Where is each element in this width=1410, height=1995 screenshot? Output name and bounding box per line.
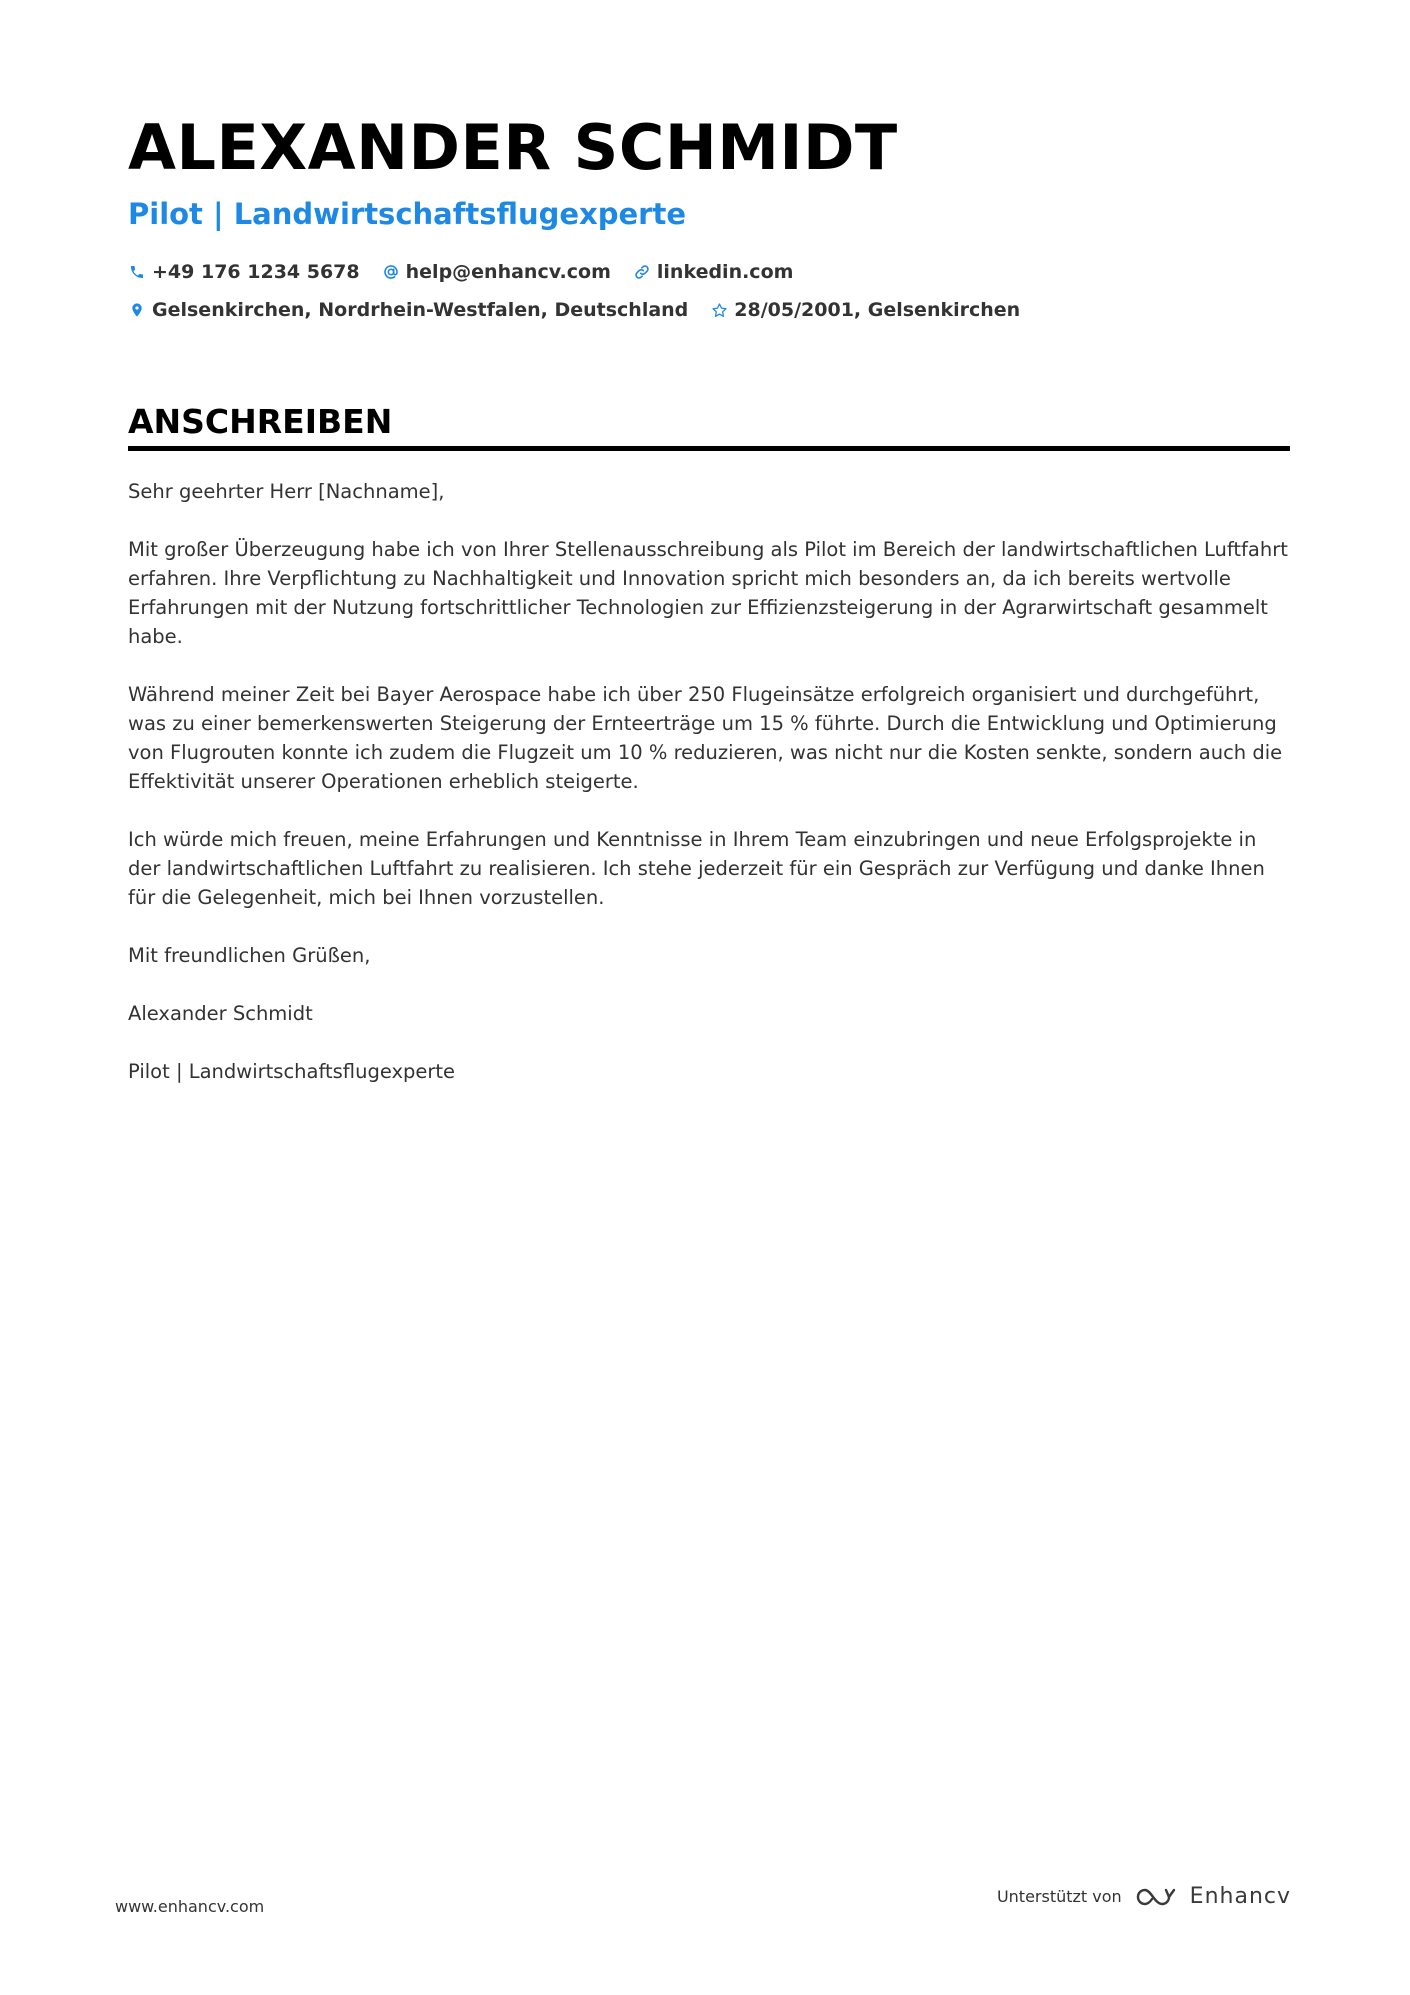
letter-signature-name: Alexander Schmidt bbox=[128, 1002, 313, 1025]
enhancv-logo-icon bbox=[1134, 1885, 1180, 1909]
footer-brand-name: Enhancv bbox=[1189, 1884, 1291, 1909]
link-icon bbox=[633, 263, 651, 281]
letter-paragraph-3: Ich würde mich freuen, meine Erfahrungen und Kenntnisse in Ihrem Team einzubringen und neue Erfolgsprojekte in der landwirtschaftlichen Luftfahrt zu realisieren. Ich stehe jederzeit für ein Gespräch zur Verfügung und danke Ihnen für die Gelegenheit, mich bei Ihnen vorzustellen. bbox=[128, 828, 1265, 909]
letter-signature-title: Pilot | Landwirtschaftsflugexperte bbox=[128, 1060, 456, 1083]
location-pin-icon bbox=[128, 301, 146, 319]
cover-letter-page bbox=[128, 110, 1290, 1115]
contact-location bbox=[128, 295, 688, 325]
letter-paragraph-2: Während meiner Zeit bei Bayer Aerospace habe ich über 250 Flugeinsätze erfolgreich organisiert und durchgeführt, was zu einer bemerkenswerten Steigerung der Ernteerträge um 15 % führte. Durch die Entwicklung und Optimierung von Flugrouten konnte ich zudem die Flugzeit um 10 % reduzieren, was nicht nur die Kosten senkte, sondern auch die Effektivität unserer Operationen erheblich steigerte. bbox=[128, 683, 1283, 793]
contact-website[interactable] bbox=[633, 257, 794, 287]
footer-branding[interactable] bbox=[997, 1884, 1291, 1909]
contact-phone-text: +49 176 1234 5678 bbox=[152, 261, 360, 283]
letter-body bbox=[128, 477, 1290, 1086]
letter-paragraph-1: Mit großer Überzeugung habe ich von Ihrer Stellenausschreibung als Pilot im Bereich der landwirtschaftlichen Luftfahrt erfahren. Ihre Verpflichtung zu Nachhaltigkeit und Innovation spricht mich besonders an, da ich bereits wertvolle Erfahrungen mit der Nutzung fortschrittlicher Technologien zur Effizienzsteigerung in der Agrarwirtschaft gesammelt habe. bbox=[128, 538, 1288, 648]
star-icon bbox=[710, 301, 728, 319]
letter-closing: Mit freundlichen Grüßen, bbox=[128, 944, 371, 967]
at-icon bbox=[382, 263, 400, 281]
contact-phone[interactable] bbox=[128, 257, 360, 287]
contact-birth bbox=[710, 295, 1020, 325]
contact-list bbox=[128, 257, 1290, 325]
footer-website[interactable]: www.enhancv.com bbox=[115, 1897, 265, 1916]
contact-birth-text: 28/05/2001, Gelsenkirchen bbox=[734, 299, 1021, 321]
contact-website-text: linkedin.com bbox=[656, 261, 794, 283]
footer-powered-by: Unterstützt von bbox=[996, 1887, 1122, 1906]
phone-icon bbox=[128, 263, 146, 281]
contact-location-text: Gelsenkirchen, Nordrhein-Westfalen, Deutschland bbox=[152, 299, 689, 321]
letter-salutation: Sehr geehrter Herr [Nachname], bbox=[128, 480, 445, 503]
contact-email[interactable] bbox=[382, 257, 611, 287]
applicant-title: Pilot | Landwirtschaftsflugexperte bbox=[128, 197, 686, 231]
contact-email-text: help@enhancv.com bbox=[405, 261, 611, 283]
section-title-cover-letter: ANSCHREIBEN bbox=[128, 402, 1290, 451]
applicant-name: ALEXANDER SCHMIDT bbox=[128, 111, 898, 184]
